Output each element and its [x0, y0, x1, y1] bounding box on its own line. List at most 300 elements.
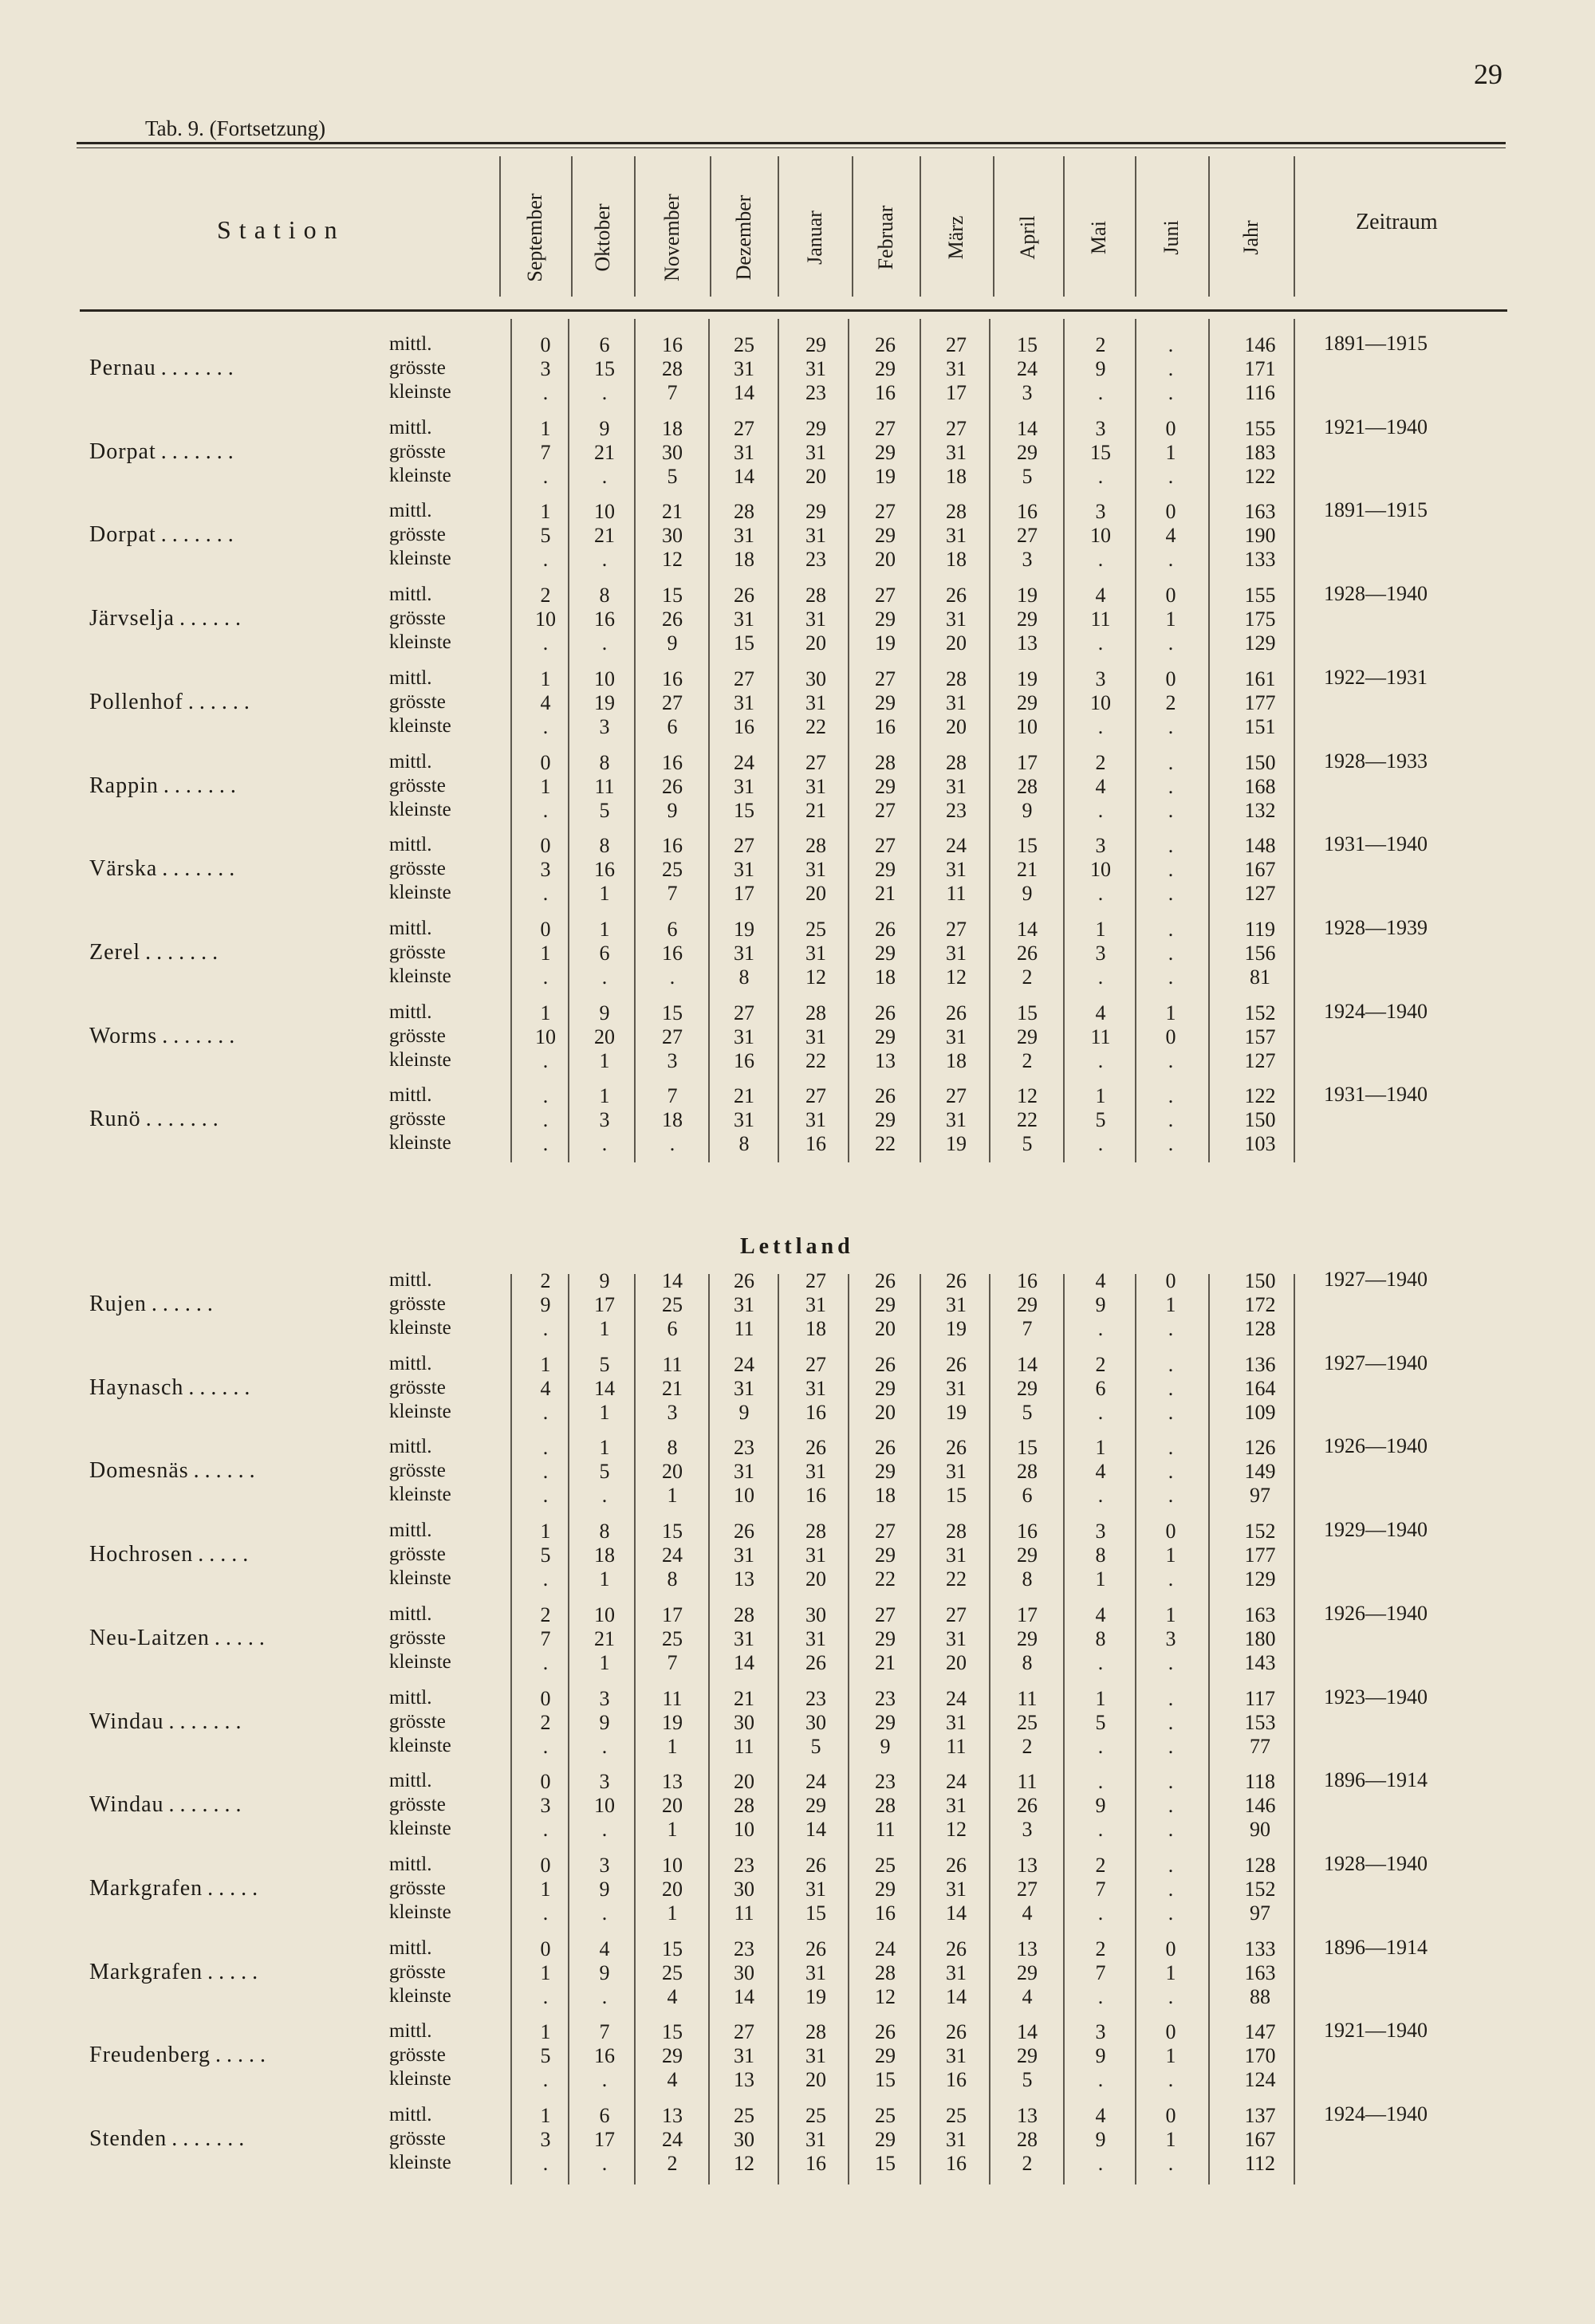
table-cell: 29 [1017, 1960, 1038, 1984]
table-cell: 31 [805, 1293, 826, 1316]
table-cell: 27 [875, 1602, 896, 1626]
table-cell: 31 [946, 1108, 967, 1132]
table-cell: . [542, 798, 549, 822]
table-cell: 26 [946, 1352, 967, 1376]
table-cell: 150 [1244, 1108, 1276, 1132]
body-column-rule [1294, 1274, 1295, 2184]
table-cell: 171 [1244, 357, 1276, 380]
table-cell: 30 [805, 1602, 826, 1626]
table-cell: 31 [946, 941, 967, 965]
table-cell: 128 [1244, 1853, 1276, 1877]
table-cell: 4 [540, 690, 551, 714]
station-name [89, 773, 242, 799]
table-cell: 17 [734, 882, 754, 906]
header-column-rule [993, 156, 994, 297]
table-cell: 31 [946, 1460, 967, 1484]
table-cell: 14 [946, 1984, 967, 2008]
table-cell: . [1168, 357, 1174, 380]
table-cell: 10 [594, 1794, 615, 1818]
station-name-dots: ...... [179, 606, 246, 631]
table-cell: 29 [1017, 690, 1038, 714]
table-cell: 1 [540, 667, 551, 690]
body-column-rule [510, 319, 512, 1162]
table-cell: 27 [875, 834, 896, 858]
body-column-rule [778, 1274, 779, 2184]
table-cell: 31 [734, 1293, 754, 1316]
table-cell: 9 [1095, 1794, 1106, 1818]
table-cell: 13 [662, 2104, 683, 2127]
table-cell: 29 [662, 2044, 683, 2068]
table-cell: 90 [1250, 1818, 1270, 1842]
table-cell: 19 [805, 1984, 826, 2008]
table-cell: 1 [540, 1877, 551, 1901]
station-name-dots: ....... [168, 1709, 247, 1734]
station-name-dots: ..... [198, 1542, 254, 1567]
table-cell: 13 [875, 1048, 896, 1072]
table-cell: . [1168, 1376, 1174, 1400]
table-cell: 27 [734, 1001, 754, 1024]
table-cell: 0 [540, 1686, 551, 1710]
table-cell: 0 [1165, 1024, 1176, 1048]
table-cell: 18 [734, 548, 754, 572]
table-cell: . [1168, 1484, 1174, 1508]
table-cell: 11 [1090, 608, 1111, 631]
table-cell: . [601, 1818, 608, 1842]
table-cell: 29 [1017, 1376, 1038, 1400]
table-cell: 3 [540, 2128, 551, 2151]
table-cell: 15 [662, 1520, 683, 1543]
table-cell: 1 [540, 941, 551, 965]
table-cell: 5 [1022, 1400, 1033, 1424]
row-label: kleinste [389, 1984, 451, 2007]
table-cell: 2 [667, 2152, 678, 2175]
table-cell: 15 [1017, 1436, 1038, 1460]
table-cell: 29 [875, 608, 896, 631]
table-cell: 8 [599, 584, 610, 608]
table-cell: 27 [946, 333, 967, 356]
table-cell: 29 [875, 1460, 896, 1484]
table-cell: 7 [1095, 1960, 1106, 1984]
table-cell: 27 [734, 834, 754, 858]
table-cell: 20 [805, 631, 826, 655]
table-cell: 26 [662, 774, 683, 798]
table-cell: 9 [880, 1734, 891, 1758]
table-cell: 1 [1165, 1293, 1176, 1316]
header-column-rule [1135, 156, 1136, 297]
table-cell: 4 [1095, 584, 1106, 608]
table-cell: 183 [1244, 440, 1276, 464]
table-cell: 18 [946, 464, 967, 488]
table-cell: 3 [540, 1794, 551, 1818]
table-cell: 5 [599, 1460, 610, 1484]
table-cell: 23 [805, 548, 826, 572]
table-cell: 172 [1244, 1293, 1276, 1316]
table-cell: . [1168, 750, 1174, 774]
station-name-dots: ..... [214, 1625, 270, 1650]
row-label: kleinste [389, 1132, 451, 1154]
table-cell: 150 [1244, 1269, 1276, 1292]
table-cell: 2 [1095, 1352, 1106, 1376]
table-cell: 16 [594, 2044, 615, 2068]
row-label: kleinste [389, 965, 451, 987]
header-station: Station [217, 215, 345, 244]
table-cell: 1 [599, 1567, 610, 1591]
table-cell: . [1168, 1436, 1174, 1460]
row-label: grösste [389, 1460, 446, 1482]
row-label: kleinste [389, 1901, 451, 1923]
table-cell: 26 [875, 1084, 896, 1108]
table-cell: 17 [594, 1293, 615, 1316]
table-cell: 31 [734, 357, 754, 380]
table-cell: 97 [1250, 1901, 1270, 1925]
row-label: grösste [389, 1960, 446, 1983]
table-cell: 26 [734, 1269, 754, 1292]
body-column-rule [634, 1274, 636, 2184]
table-cell: 129 [1244, 1567, 1276, 1591]
table-cell: 21 [875, 882, 896, 906]
table-cell: . [542, 1048, 549, 1072]
station-period: 1928—1933 [1324, 749, 1428, 773]
table-cell: 3 [1095, 500, 1106, 524]
table-cell: 155 [1244, 584, 1276, 608]
table-cell: 31 [805, 1460, 826, 1484]
table-cell: 1 [1165, 1960, 1176, 1984]
table-cell: 3 [540, 357, 551, 380]
table-cell: 21 [734, 1084, 754, 1108]
table-cell: . [1168, 1686, 1174, 1710]
body-column-rule [1208, 319, 1210, 1162]
table-cell: . [601, 1901, 608, 1925]
table-cell: 2 [540, 1710, 551, 1734]
station-name-dots: ..... [207, 1875, 264, 1901]
table-cell: . [1168, 1048, 1174, 1072]
row-label: kleinste [389, 714, 451, 737]
table-cell: 18 [805, 1317, 826, 1340]
table-cell: . [542, 1317, 549, 1340]
table-cell: 7 [667, 1084, 678, 1108]
table-cell: 10 [1090, 524, 1111, 548]
table-cell: 28 [734, 1602, 754, 1626]
body-column-rule [848, 319, 849, 1162]
table-cell: 31 [946, 690, 967, 714]
table-cell: 25 [805, 917, 826, 941]
table-cell: 20 [805, 1567, 826, 1591]
table-cell: . [1097, 381, 1104, 404]
station-name [89, 1626, 270, 1651]
table-cell: 0 [1165, 2020, 1176, 2044]
table-cell: 23 [734, 1937, 754, 1960]
table-cell: 14 [734, 464, 754, 488]
table-cell: 8 [667, 1436, 678, 1460]
table-cell: 7 [540, 440, 551, 464]
table-cell: 4 [599, 1937, 610, 1960]
table-cell: 31 [946, 2128, 967, 2151]
month-header: Februar [873, 205, 897, 270]
table-cell: 1 [667, 1901, 678, 1925]
table-cell: . [542, 1484, 549, 1508]
station-name-dots: ....... [145, 939, 224, 965]
table-cell: 0 [1165, 500, 1176, 524]
station-name-text: Haynasch [89, 1374, 184, 1400]
table-cell: 27 [875, 584, 896, 608]
table-cell: . [542, 1984, 549, 2008]
table-cell: 10 [594, 667, 615, 690]
station-period: 1924—1940 [1324, 999, 1428, 1023]
table-cell: 16 [805, 2152, 826, 2175]
table-cell: 19 [594, 690, 615, 714]
table-cell: 1 [599, 1650, 610, 1674]
table-cell: . [1097, 1984, 1104, 2008]
station-name [89, 1960, 263, 1985]
table-cell: 27 [946, 917, 967, 941]
table-cell: 16 [946, 2152, 967, 2175]
table-cell: 1 [540, 416, 551, 440]
table-cell: 180 [1244, 1626, 1276, 1650]
table-cell: 14 [734, 1984, 754, 2008]
table-cell: 11 [662, 1686, 683, 1710]
table-cell: 13 [1017, 1853, 1038, 1877]
row-label: grösste [389, 357, 446, 379]
table-cell: . [542, 1460, 549, 1484]
table-cell: 16 [662, 667, 683, 690]
table-cell: 3 [1022, 381, 1033, 404]
table-cell: 17 [1017, 1602, 1038, 1626]
table-cell: 103 [1244, 1132, 1276, 1156]
table-cell: 127 [1244, 882, 1276, 906]
table-cell: 1 [1165, 440, 1176, 464]
table-cell: 16 [662, 750, 683, 774]
table-cell: 29 [875, 1293, 896, 1316]
table-cell: 15 [734, 798, 754, 822]
table-cell: 14 [805, 1818, 826, 1842]
table-cell: 1 [540, 1520, 551, 1543]
table-cell: 1 [540, 2104, 551, 2127]
table-cell: 151 [1244, 714, 1276, 738]
table-cell: . [1097, 548, 1104, 572]
month-header: Juni [1160, 220, 1183, 255]
row-label: mittl. [389, 667, 432, 689]
table-cell: 31 [734, 1626, 754, 1650]
table-cell: 11 [594, 774, 615, 798]
header-column-rule [710, 156, 711, 297]
table-cell: . [1097, 464, 1104, 488]
table-cell: 16 [594, 858, 615, 882]
header-column-rule [499, 156, 501, 297]
table-cell: 29 [875, 1710, 896, 1734]
row-label: mittl. [389, 1520, 432, 1542]
table-cell: 11 [734, 1901, 754, 1925]
table-cell: 9 [599, 1960, 610, 1984]
station-name-dots: ....... [145, 1107, 224, 1132]
table-cell: 29 [1017, 2044, 1038, 2068]
table-cell: 0 [1165, 667, 1176, 690]
table-cell: 4 [667, 2068, 678, 2092]
table-cell: . [1097, 1901, 1104, 1925]
station-name [89, 1792, 247, 1818]
table-cell: 27 [946, 1602, 967, 1626]
table-cell: 3 [599, 1770, 610, 1794]
table-cell: . [601, 1484, 608, 1508]
body-column-rule [1135, 319, 1136, 1162]
table-cell: 14 [1017, 2020, 1038, 2044]
table-cell: 16 [875, 1901, 896, 1925]
table-cell: 109 [1244, 1400, 1276, 1424]
table-cell: 16 [734, 1048, 754, 1072]
table-cell: 1 [540, 2020, 551, 2044]
station-name [89, 1876, 263, 1901]
table-cell: 3 [1022, 548, 1033, 572]
table-cell: 29 [875, 1877, 896, 1901]
station-name-text: Rappin [89, 773, 159, 798]
station-name-dots: ...... [187, 689, 255, 714]
table-cell: 19 [946, 1317, 967, 1340]
body-column-rule [989, 319, 990, 1162]
table-cell: 12 [734, 2152, 754, 2175]
table-cell: 16 [946, 2068, 967, 2092]
table-cell: 1 [1165, 608, 1176, 631]
table-cell: 3 [1095, 941, 1106, 965]
table-cell: . [1097, 1132, 1104, 1156]
row-label: grösste [389, 2044, 446, 2066]
table-cell: 26 [946, 2020, 967, 2044]
table-caption: Tab. 9. (Fortsetzung) [145, 116, 326, 140]
station-name-dots: ..... [215, 2043, 271, 2068]
table-cell: 9 [599, 1269, 610, 1292]
table-cell: . [542, 548, 549, 572]
table-cell: . [601, 2068, 608, 2092]
table-cell: 27 [662, 1024, 683, 1048]
table-cell: 20 [662, 1877, 683, 1901]
table-cell: 17 [662, 1602, 683, 1626]
table-cell: 9 [1022, 798, 1033, 822]
table-cell: 28 [875, 1794, 896, 1818]
table-cell: 10 [734, 1818, 754, 1842]
row-label: mittl. [389, 416, 432, 438]
table-cell: 29 [875, 690, 896, 714]
table-cell: 5 [540, 1543, 551, 1567]
table-cell: . [1097, 965, 1104, 989]
table-cell: 3 [540, 858, 551, 882]
month-header: Jahr [1239, 220, 1262, 255]
table-cell: 0 [540, 333, 551, 356]
row-label: kleinste [389, 2152, 451, 2173]
table-cell: 26 [946, 1937, 967, 1960]
table-cell: 31 [805, 524, 826, 548]
row-label: mittl. [389, 584, 432, 606]
table-cell: 31 [805, 1543, 826, 1567]
table-cell: 3 [1095, 2020, 1106, 2044]
station-name [89, 856, 240, 882]
header-column-rule [571, 156, 573, 297]
table-cell: 3 [1022, 1818, 1033, 1842]
station-period: 1926—1940 [1324, 1434, 1428, 1458]
row-label: grösste [389, 1794, 446, 1816]
table-cell: 31 [734, 941, 754, 965]
table-cell: 4 [540, 1376, 551, 1400]
table-cell: 29 [1017, 1024, 1038, 1048]
table-cell: 25 [662, 1293, 683, 1316]
table-cell: 31 [805, 1877, 826, 1901]
table-cell: 31 [946, 2044, 967, 2068]
table-cell: 4 [1095, 1602, 1106, 1626]
table-cell: 27 [805, 1084, 826, 1108]
table-cell: 4 [1095, 774, 1106, 798]
table-cell: 27 [734, 2020, 754, 2044]
table-cell: 27 [805, 1352, 826, 1376]
table-cell: 16 [875, 714, 896, 738]
table-cell: 0 [540, 834, 551, 858]
table-cell: . [1168, 1400, 1174, 1424]
table-cell: 21 [734, 1686, 754, 1710]
table-cell: 26 [805, 1436, 826, 1460]
row-label: kleinste [389, 2068, 451, 2090]
table-cell: 18 [594, 1543, 615, 1567]
table-cell: 1 [1165, 1001, 1176, 1024]
row-label: mittl. [389, 500, 432, 522]
table-cell: 11 [662, 1352, 683, 1376]
table-cell: 21 [662, 1376, 683, 1400]
table-cell: 31 [734, 608, 754, 631]
table-cell: 12 [805, 965, 826, 989]
row-label: kleinste [389, 1650, 451, 1673]
table-cell: 9 [1095, 357, 1106, 380]
table-cell: 13 [734, 2068, 754, 2092]
table-cell: 8 [667, 1567, 678, 1591]
table-cell: 31 [734, 524, 754, 548]
table-cell: 149 [1244, 1460, 1276, 1484]
table-cell: . [542, 1818, 549, 1842]
table-cell: 31 [946, 858, 967, 882]
table-cell: . [1097, 1650, 1104, 1674]
table-cell: 6 [599, 941, 610, 965]
table-cell: 1 [599, 917, 610, 941]
month-header: April [1016, 215, 1039, 260]
station-period: 1929—1940 [1324, 1518, 1428, 1542]
table-cell: 31 [805, 2128, 826, 2151]
table-cell: 29 [875, 1108, 896, 1132]
table-cell: 26 [875, 333, 896, 356]
table-cell: 11 [1017, 1770, 1038, 1794]
table-cell: 20 [946, 714, 967, 738]
table-cell: 20 [662, 1794, 683, 1818]
body-column-rule [1135, 1274, 1136, 2184]
table-cell: 28 [805, 834, 826, 858]
table-cell: . [542, 631, 549, 655]
table-cell: . [1168, 882, 1174, 906]
station-period: 1896—1914 [1324, 1768, 1428, 1792]
table-cell: 20 [875, 548, 896, 572]
table-cell: 9 [667, 798, 678, 822]
table-cell: 1 [1165, 1543, 1176, 1567]
body-column-rule [778, 319, 779, 1162]
row-label: kleinste [389, 1400, 451, 1422]
table-cell: 5 [1095, 1108, 1106, 1132]
table-cell: . [542, 2068, 549, 2092]
table-cell: . [1168, 464, 1174, 488]
table-cell: 19 [734, 917, 754, 941]
table-cell: 31 [805, 690, 826, 714]
table-cell: 14 [734, 1650, 754, 1674]
station-period: 1921—1940 [1324, 2019, 1428, 2043]
station-name-text: Freudenberg [89, 2043, 211, 2068]
station-name-dots: ...... [151, 1292, 219, 1316]
row-label: kleinste [389, 631, 451, 654]
table-cell: . [1168, 774, 1174, 798]
table-cell: 31 [805, 1376, 826, 1400]
table-cell: 6 [1022, 1484, 1033, 1508]
row-label: mittl. [389, 1602, 432, 1625]
body-column-rule [568, 1274, 569, 2184]
